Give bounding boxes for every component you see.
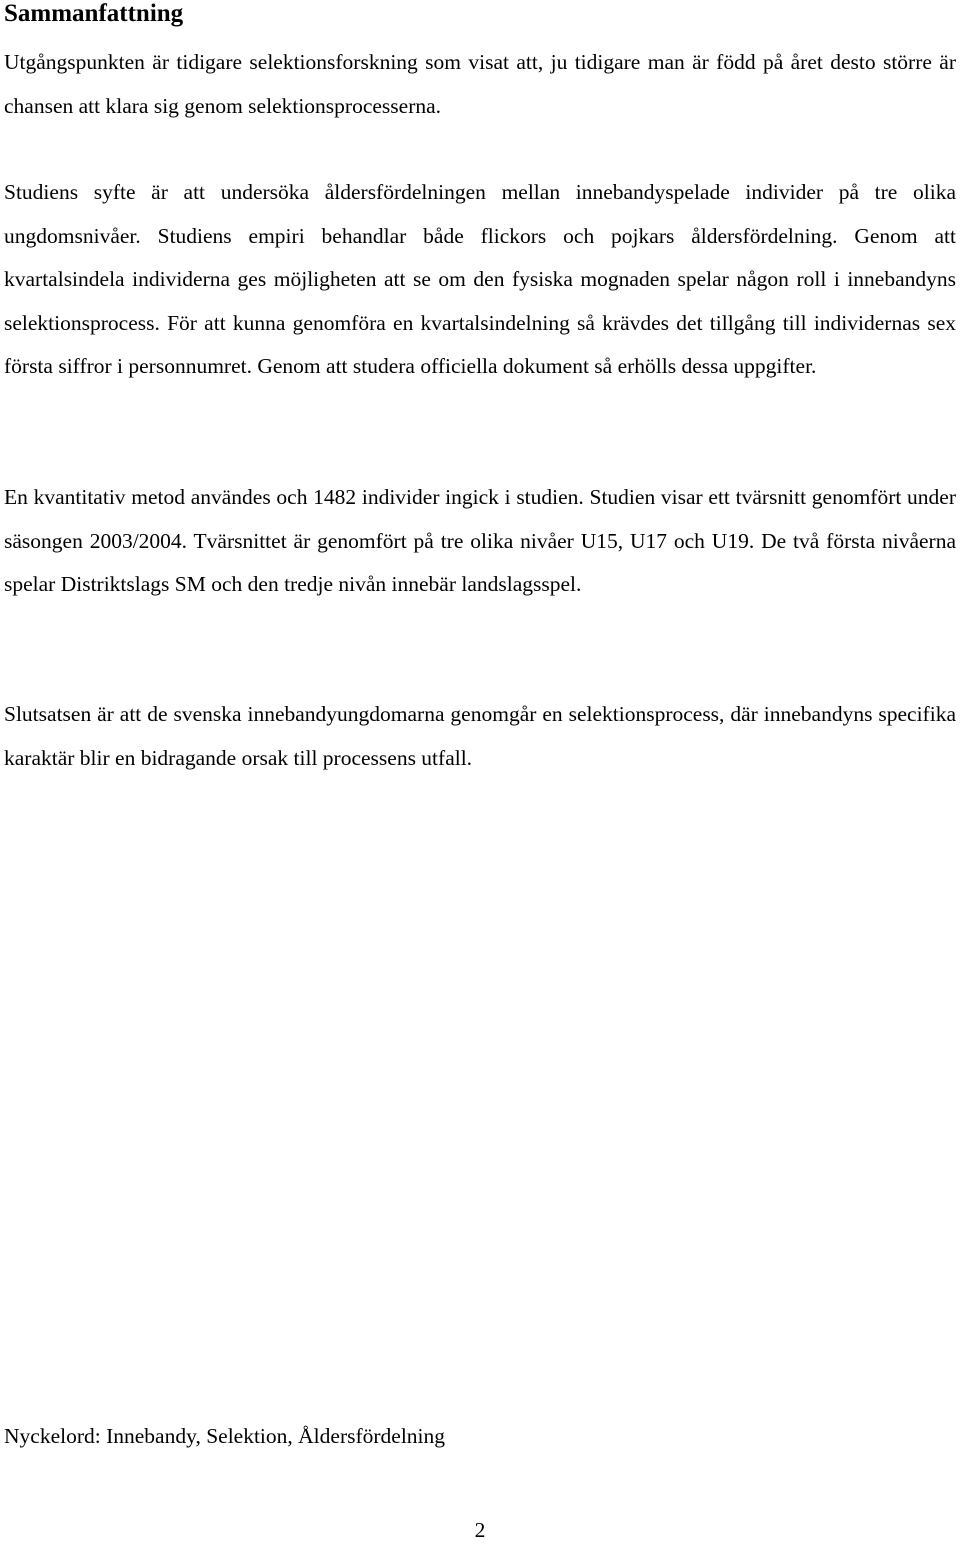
paragraph-background: Utgångspunkten är tidigare selektionsforskning som visat att, ju tidigare man är född på året desto större är chansen att klara sig genom selektionsprocesserna. xyxy=(4,50,956,118)
paragraph-method: En kvantitativ metod användes och 1482 individer ingick i studien. Studien visar ett tvärsnitt genomfört under säsongen 2003/2004. Tvärsnittet är genomfört på tre olika nivåer U15, U17 och U19. De två första nivåerna spelar Distriktslags SM och den tredje nivån innebär landslagsspel. xyxy=(4,485,956,597)
page-number: 2 xyxy=(474,1518,486,1542)
paragraph-conclusion: Slutsatsen är att de svenska innebandyungdomarna genomgår en selektionsprocess, där innebandyns specifika karaktär blir en bidragande orsak till processens utfall. xyxy=(4,702,956,770)
paragraph-purpose: Studiens syfte är att undersöka åldersfördelningen mellan innebandyspelade individer på tre olika ungdomsnivåer. Studiens empiri behandlar både flickors och pojkars åldersfördelning. Genom att kvartalsindela individerna ges möjligheten att se om den fysiska mognaden spelar någon roll i innebandyns selektionsprocess. För att kunna genomföra en kvartalsindelning så krävdes det tillgång till individernas sex första siffror i personnumret. Genom att studera officiella dokument så erhölls dessa uppgifter. xyxy=(4,180,956,379)
keywords-line: Nyckelord: Innebandy, Selektion, Åldersfördelning xyxy=(4,1424,446,1448)
page-title: Sammanfattning xyxy=(4,0,184,27)
